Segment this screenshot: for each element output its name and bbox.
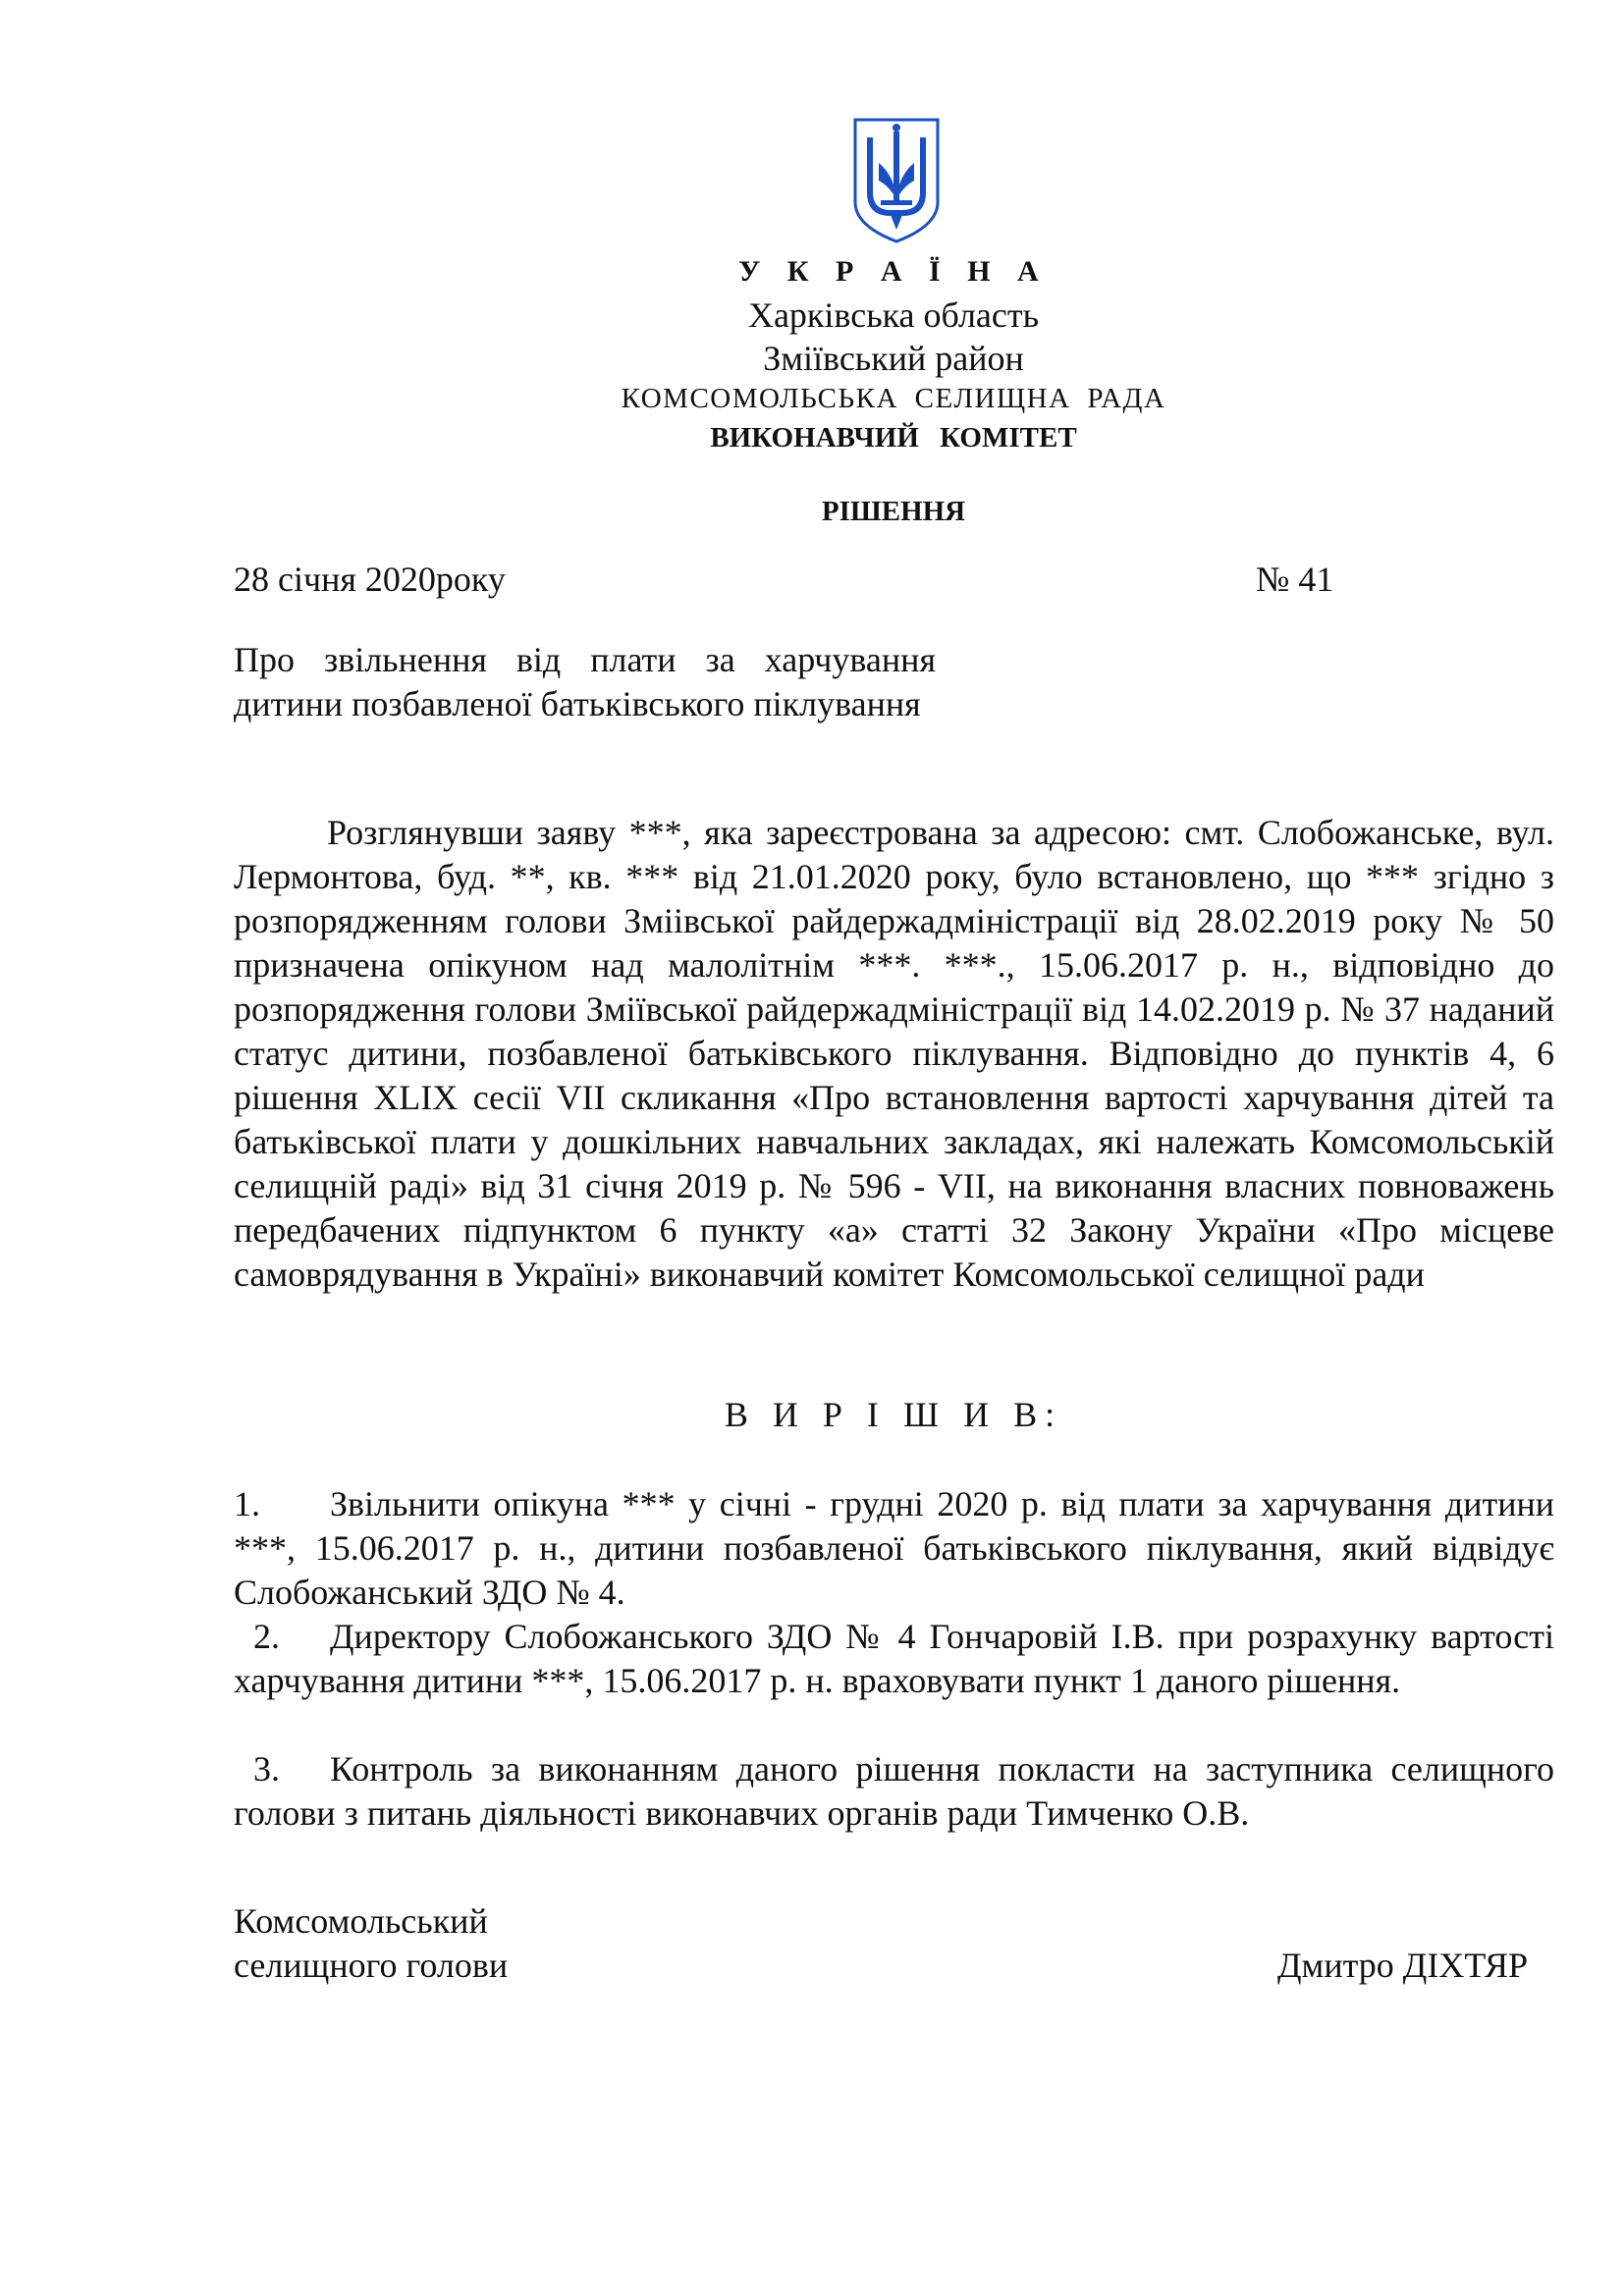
decision-item-number: 1. bbox=[234, 1484, 260, 1523]
document-date: 28 січня 2020року bbox=[234, 560, 506, 599]
decision-item-text: Контроль за виконанням даного рішення покласти на заступника селищного голови з питань діяльності виконавчих органів ради Тимченко О.В. bbox=[234, 1749, 1554, 1833]
document-subject: Про звільнення від плати за харчування дитини позбавленої батьківського піклування bbox=[234, 640, 936, 723]
signatory-title-line: Комсомольський bbox=[234, 1901, 488, 1941]
country-heading: У К Р А Ї Н А bbox=[738, 255, 1049, 288]
council-line: КОМСОМОЛЬСЬКА СЕЛИЩНА РАДА bbox=[621, 383, 1166, 414]
district-line: Зміївський район bbox=[763, 339, 1024, 378]
signatory-title bbox=[234, 1899, 823, 1988]
decision-item-number: 3. bbox=[253, 1749, 280, 1789]
decision-item bbox=[234, 1747, 1554, 1836]
decision-item-number: 2. bbox=[253, 1617, 280, 1656]
signatory-name: Дмитро ДІХТЯР bbox=[1277, 1946, 1528, 1985]
preamble-paragraph: Розглянувши заяву ***, яка зареєстрована за адресою: смт. Слобожанське, вул. Лермонтова, буд. **, кв. *** від 21.01.2020 року, було встановлено, що *** згідно з розпорядженням голови Зміівської райдержадміністрації від 28.02.2019 року № 50 призначена опікуном над малолітнім ***. ***., 15.06.2017 р. н., відповідно до розпорядження голови Зміївської райдержадміністрації від 14.02.2019 р. № 37 наданий статус дитини, позбавленої батьківського піклування. Відповідно до пунктів 4, 6 рішення XLIX сесії VII скликання «Про встановлення вартості харчування дітей та батьківської плати у дошкільних навчальних закладах, які належать Комсомольській селищній раді» від 31 січня 2019 р. № 596 - VII, на виконання власних повноважень передбачених підпунктом 6 пункту «а» статті 32 Закону України «Про місцеве самоврядування в Україні» виконавчий комітет Комсомольської селищної ради bbox=[234, 813, 1554, 1294]
region-line: Харківська область bbox=[747, 295, 1040, 335]
committee-line: ВИКОНАВЧИЙ КОМІТЕТ bbox=[710, 422, 1077, 454]
decision-item-text: Директору Слобожанського ЗДО № 4 Гончаровій І.В. при розрахунку вартості харчування дитини ***, 15.06.2017 р. н. враховувати пункт 1 даного рішення. bbox=[234, 1617, 1554, 1700]
coat-of-arms-trident-icon bbox=[851, 116, 942, 245]
signatory-title-line: селищного голови bbox=[234, 1946, 509, 1985]
decision-item-text: Звільнити опікуна *** у січні - грудні 2020 р. від плати за харчування дитини ***, 15.06.2017 р. н., дитини позбавленої батьківського піклування, який відвідує Слобожанський ЗДО № 4. bbox=[234, 1484, 1554, 1612]
resolve-heading: В И Р І Ш И В: bbox=[724, 1395, 1063, 1434]
decision-item bbox=[234, 1482, 1554, 1615]
document-number: № 41 bbox=[1256, 560, 1334, 599]
document-type-heading: РІШЕННЯ bbox=[821, 496, 966, 527]
decision-item bbox=[234, 1615, 1554, 1703]
